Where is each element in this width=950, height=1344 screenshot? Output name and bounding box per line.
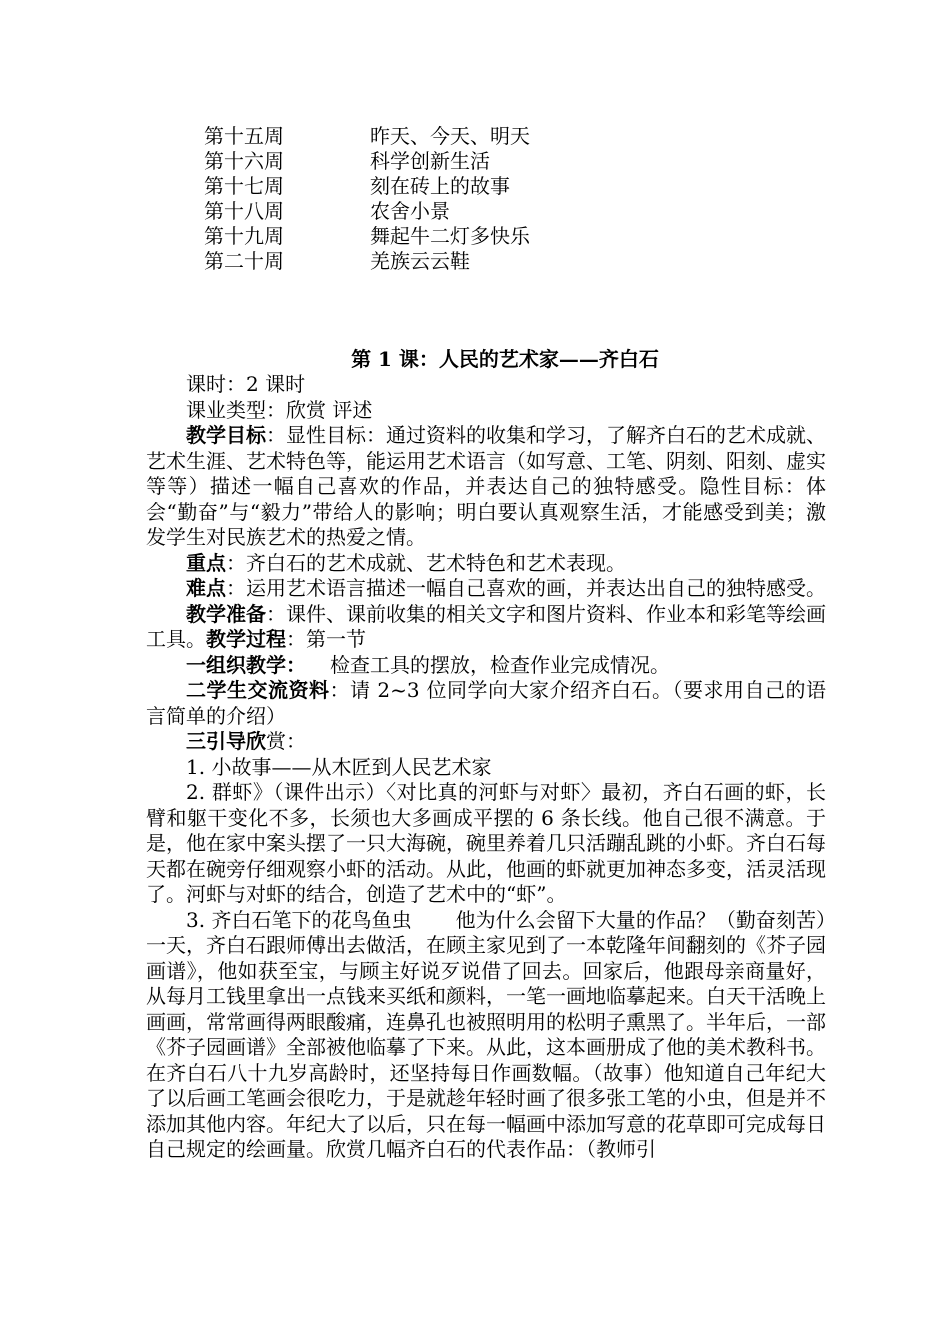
- schedule-row: [204, 199, 804, 224]
- week-topic: 舞起牛二灯多快乐: [370, 224, 530, 248]
- schedule-row: [204, 174, 804, 199]
- week-label: 第十五周: [204, 124, 284, 148]
- lesson-body: [146, 372, 826, 1163]
- teaching-goal-text: ：显性目标：通过资料的收集和学习，了解齐白石的艺术成就、艺术生涯、艺术特色等，能运用艺术语言（如写意、工笔、阴刻、阳刻、虚实等等）描述一幅自己喜欢的作品，并表达自己的独特感受。隐性目标：体会“勤奋”与“毅力”带给人的影响；明白要认真观察生活，才能感受到美；激发学生对民族艺术的热爱之情。: [146, 423, 826, 549]
- lesson-type-text: 课业类型：欣赏 评述: [186, 397, 373, 422]
- week-topic: 农舍小景: [370, 199, 450, 223]
- teaching-goal: [146, 423, 826, 551]
- step-exchange-label: 二学生交流资料: [186, 678, 330, 702]
- item-diligence: 他为什么会留下大量的作品？（勤奋刻苦）一天，齐白石跟师傅出去做活，在顾主家见到了一本乾隆年间翻刻的《芥子园画谱》，他如获至宝，与顾主好说歹说借了回去。回家后，他跟母亲商量好，从每月工钱里拿出一点钱来买纸和颜料，一笔一画地临摹起来。白天干活晚上画画，常常画得两眼酸痛，连鼻孔也被照明用的松明子熏黑了。半年后，一部《芥子园画谱》全部被他临摹了下来。从此，这本画册成了他的美术教科书。在齐白石八十九岁高龄时，还坚持每日作画数幅。（故事）他知道自己年纪大了以后画工笔画会很吃力，于是就趁年轻时画了很多张工笔的小虫，但是并不添加其他内容。年纪大了以后，只在每一幅画中添加写意的花草即可完成每日自己规定的绘画量。欣赏几幅齐白石的代表作品：（教师引: [146, 907, 826, 1161]
- teaching-goal-label: 教学目标: [186, 423, 266, 447]
- week-topic: 科学创新生活: [370, 149, 490, 173]
- step-organize-text: 检查工具的摆放，检查作业完成情况。: [330, 652, 670, 677]
- list-item: [146, 780, 826, 908]
- step-appreciate: [146, 729, 826, 755]
- key-point: [146, 551, 826, 577]
- key-point-text: ：齐白石的艺术成就、艺术特色和艺术表现。: [226, 550, 626, 575]
- item-story: 1. 小故事——从木匠到人民艺术家: [186, 754, 492, 779]
- week-label: 第二十周: [204, 249, 284, 273]
- difficulty-label: 难点: [186, 576, 226, 600]
- difficulty-text: ：运用艺术语言描述一幅自己喜欢的画，并表达出自己的独特感受。: [226, 576, 826, 600]
- lesson-hours: [146, 372, 826, 398]
- list-item: [146, 755, 826, 781]
- week-label: 第十七周: [204, 174, 284, 198]
- difficulty-point: [146, 576, 826, 602]
- week-topic: 昨天、今天、明天: [370, 124, 530, 148]
- week-label: 第十八周: [204, 199, 284, 223]
- teaching-prep: [146, 602, 826, 653]
- teaching-process-text: ：第一节: [286, 627, 366, 651]
- schedule-row: [204, 124, 804, 149]
- week-schedule: [204, 124, 804, 274]
- teaching-process-label: 教学过程: [206, 627, 286, 651]
- schedule-row: [204, 249, 804, 274]
- list-item: [146, 908, 826, 1163]
- week-label: 第十九周: [204, 224, 284, 248]
- step-appreciate-label: 三引导欣: [186, 729, 266, 753]
- step-organize-label: 一组织教学：: [186, 652, 306, 677]
- step-exchange-text: ：请 2~3 位同学向大家介绍齐白石。（要求用自己的语言简单的介绍）: [146, 678, 827, 728]
- lesson-type: [146, 398, 826, 424]
- week-label: 第十六周: [204, 149, 284, 173]
- teaching-prep-label: 教学准备: [186, 601, 266, 626]
- key-point-label: 重点: [186, 550, 226, 575]
- item-flowers-birds: 3. 齐白石笔下的花鸟鱼虫: [186, 907, 412, 932]
- step-appreciate-text: 赏：: [266, 729, 306, 753]
- week-topic: 刻在砖上的故事: [370, 174, 510, 198]
- week-topic: 羌族云云鞋: [370, 249, 470, 273]
- lesson-title: 第 1 课：人民的艺术家——齐白石: [351, 347, 659, 371]
- step-organize: [146, 653, 826, 679]
- schedule-row: [204, 224, 804, 249]
- item-shrimp: 2. 群虾》（课件出示）〈对比真的河虾与对虾〉最初，齐白石画的虾，长臂和躯干变化不多，长须也大多画成平摆的 6 条长线。他自己很不满意。于是，他在家中案头摆了一只大海碗，碗里养着几只活蹦乱跳的小虾。齐白石每天都在碗旁仔细观察小虾的活动。从此，他画的虾就更加神态多变，活灵活现了。河虾与对虾的结合，创造了艺术中的“虾”。: [146, 780, 826, 906]
- teaching-prep-text: ：课件、课前收集的相关文字和图片资料、作业本和彩笔等绘画工具。: [146, 601, 826, 651]
- schedule-row: [204, 149, 804, 174]
- lesson-hours-text: 课时：2 课时: [186, 372, 306, 396]
- step-exchange: [146, 678, 826, 729]
